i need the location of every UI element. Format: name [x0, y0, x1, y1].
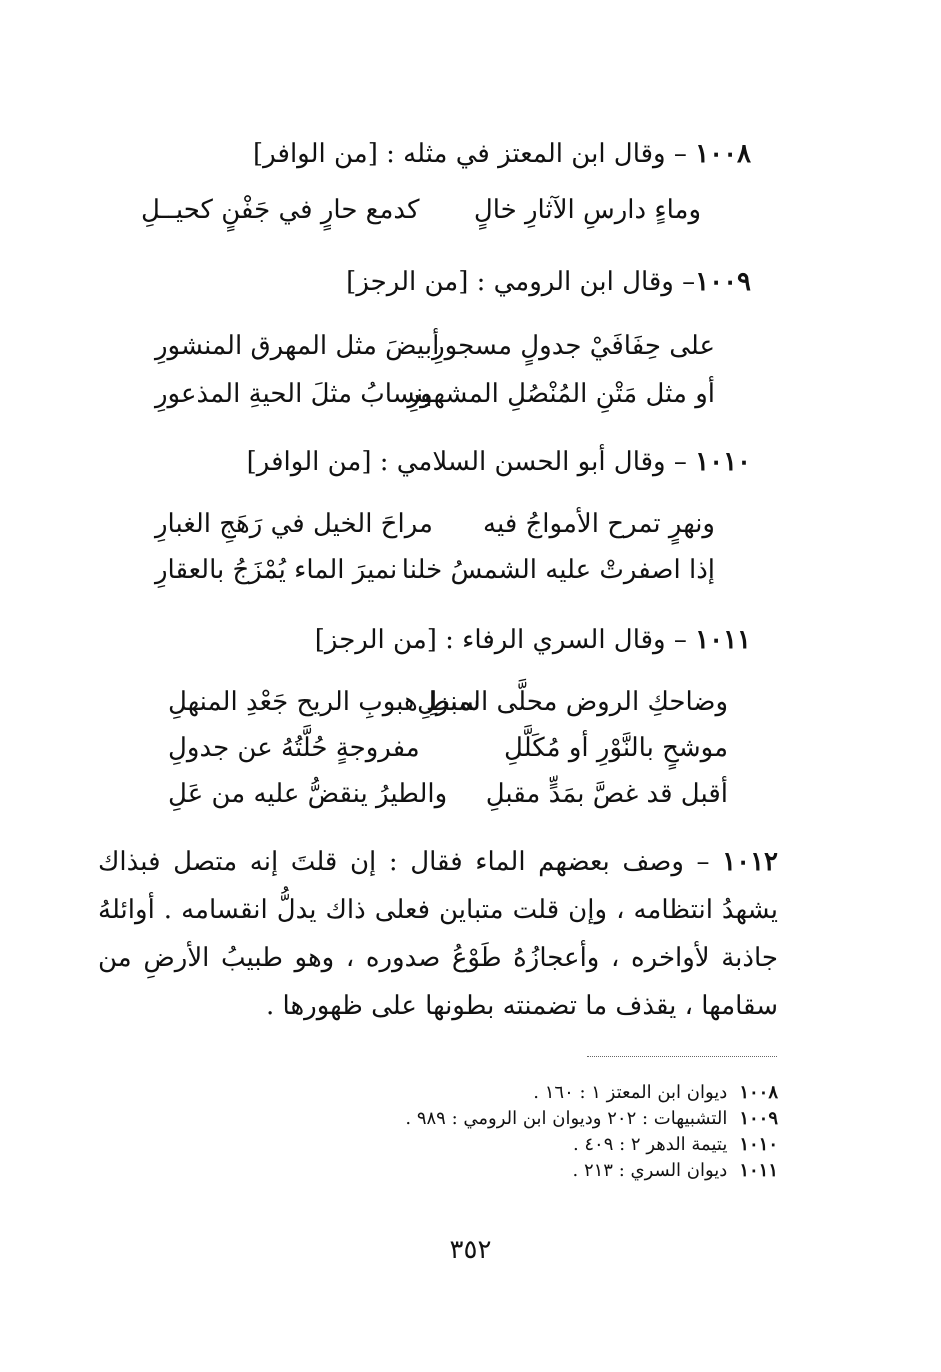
verse-first-hemistich: وضاحكِ الروض محلَّى المنزلِ: [416, 687, 728, 717]
verse-first-hemistich: أقبل قد غصَّ بمَدٍّ مقبلِ: [485, 779, 728, 809]
footnote: [218, 1106, 778, 1132]
footnote-text: التشبيهات : ٢٠٢ وديوان ابن الرومي : ٩٨٩ .: [405, 1108, 728, 1129]
verse-second-hemistich: مراحَ الخيل في رَهَجِ الغبارِ: [155, 509, 433, 539]
footnote-text: ديوان السري : ٢١٣ .: [572, 1160, 728, 1181]
prose-paragraph: [98, 838, 778, 1030]
verse-line: [141, 188, 701, 232]
page-number: ٣٥٢: [449, 1235, 492, 1265]
footnote-number: ١٠١٠: [739, 1134, 778, 1155]
verse-line: [155, 372, 715, 416]
verse-second-hemistich: مفروجةٍ حُلَّتُهُ عن جدولِ: [168, 733, 420, 763]
verse-second-hemistich: ينسابُ مثلَ الحيةِ المذعورِ: [155, 379, 431, 409]
entry-number: ١٠٠٨: [695, 139, 751, 169]
verse-line: [155, 548, 715, 592]
footnote: [218, 1158, 778, 1184]
verse-line: [168, 680, 728, 724]
footnote: [218, 1080, 778, 1106]
footnotes: [218, 1080, 778, 1184]
footnote-number: ١٠٠٨: [739, 1082, 778, 1103]
entry-heading: [151, 442, 751, 482]
verse-first-hemistich: على حِفَافَيْ جدولٍ مسجورِ: [432, 331, 715, 361]
entry-number: ١٠١١: [695, 625, 751, 655]
verse-first-hemistich: وماءٍ دارسِ الآثارِ خالٍ: [473, 195, 701, 225]
verse-first-hemistich: أو مثل مَتْنِ المُنْصُلِ المشهورِ: [407, 379, 715, 409]
entry-intro: – وقال ابن الرومي : [من الرجز]: [346, 267, 696, 297]
verse-line: [168, 726, 728, 770]
verse-first-hemistich: إذا اصفرتْ عليه الشمسُ خلنا: [401, 555, 715, 585]
verse-second-hemistich: سبطِ هبوبِ الريح جَعْدِ المنهلِ: [168, 687, 481, 717]
verse-first-hemistich: ونهرٍ تمرح الأمواجُ فيه: [483, 509, 715, 539]
entry-intro: – وقال أبو الحسن السلامي : [من الوافر]: [246, 447, 696, 477]
verse-second-hemistich: أبيضَ مثل المهرق المنشورِ: [155, 331, 440, 361]
entry-intro: – وقال السري الرفاء : [من الرجز]: [314, 625, 696, 655]
entry-number: ١٠٠٩: [695, 267, 751, 297]
entry-number: ١٠١٠: [695, 447, 751, 477]
verse-line: [155, 324, 715, 368]
footnote: [218, 1132, 778, 1158]
footnote-text: يتيمة الدهر ٢ : ٤٠٩ .: [572, 1134, 728, 1155]
verse-first-hemistich: موشحٍ بالنَّوْرِ أو مُكَلَّلِ: [504, 733, 728, 763]
verse-second-hemistich: كدمع حارٍ في جَفْنٍ كحيــلِ: [141, 195, 420, 225]
verse-second-hemistich: والطيرُ ينقضُّ عليه من عَلِ: [168, 779, 448, 809]
verse-line: [168, 772, 728, 816]
footnote-rule: [587, 1056, 777, 1057]
entry-heading: [151, 134, 751, 174]
verse-line: [155, 502, 715, 546]
verse-second-hemistich: نميرَ الماء يُمْزَجُ بالعقارِ: [155, 555, 398, 585]
footnote-text: ديوان ابن المعتز ١ : ١٦٠ .: [533, 1082, 728, 1103]
prose-text: – وصف بعضهم الماء فقال : إن قلتَ إنه متصل فبذاك يشهدُ انتظامه ، وإن قلت متباين فعلى ذاك يدلُّ انقسامه . أوائلهُ جاذبة لأواخره ، وأعجازُهُ طَوْعُ صدوره ، وهو طبيبُ الأرضِ من سقامها ، يقذف ما تضمنته بطونها على ظهورها .: [98, 847, 778, 1021]
footnote-number: ١٠١١: [739, 1160, 778, 1181]
entry-heading: [151, 262, 751, 302]
entry-heading: [151, 620, 751, 660]
footnote-number: ١٠٠٩: [739, 1108, 778, 1129]
entry-intro: – وقال ابن المعتز في مثله : [من الوافر]: [253, 139, 696, 169]
entry-number: ١٠١٢: [722, 847, 778, 877]
